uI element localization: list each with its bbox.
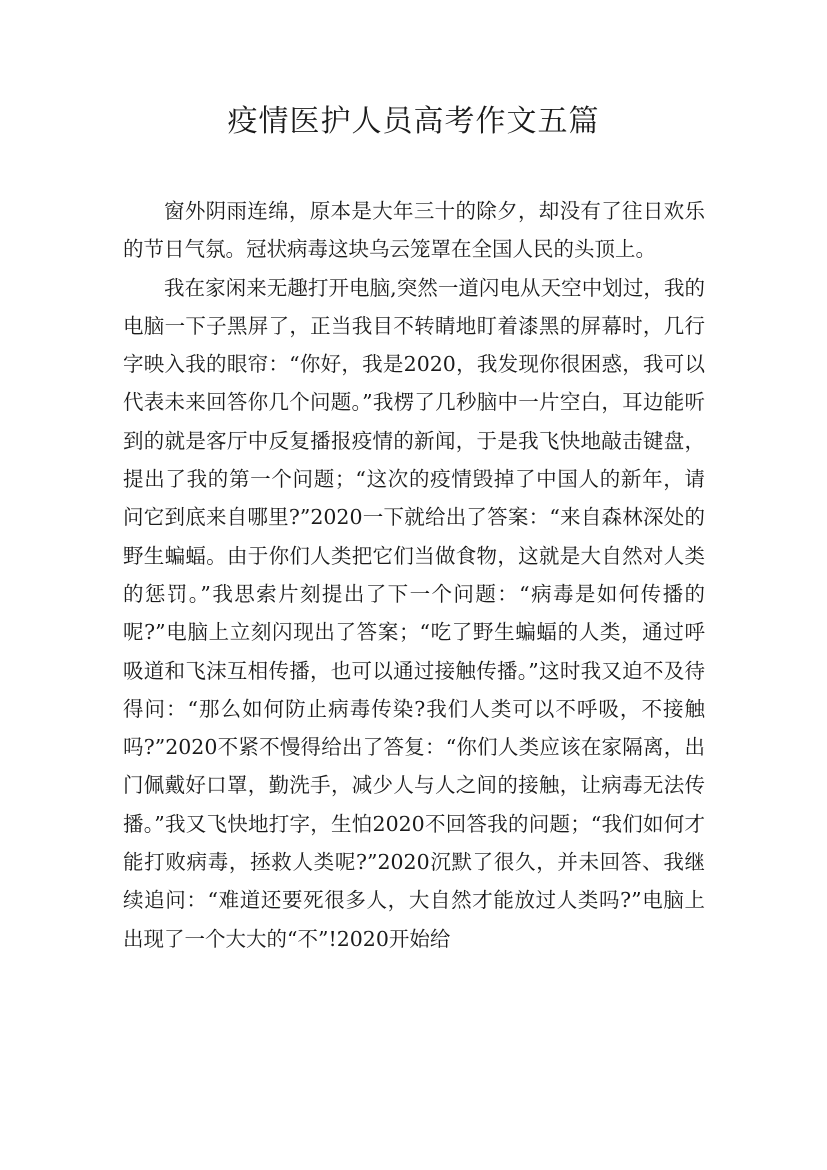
document-title: 疫情医护人员高考作文五篇 (227, 104, 600, 139)
paragraph-1: 窗外阴雨连绵，原本是大年三十的除夕，却没有了往日欢乐的节日气氛。冠状病毒这块乌云笼罩在全国人民的头顶上。 (123, 199, 705, 262)
document-body (123, 192, 705, 958)
paragraph-2: 我在家闲来无趣打开电脑,突然一道闪电从天空中划过，我的电脑一下子黑屏了，正当我目不转睛地盯着漆黑的屏幕时，几行字映入我的眼帘：“你好，我是2020，我发现你很困惑，我可以代表未来回答你几个问题。”我楞了几秒脑中一片空白，耳边能听到的就是客厅中反复播报疫情的新闻，于是我飞快地敲击键盘，提出了我的第一个问题；“这次的疫情毁掉了中国人的新年，请问它到底来自哪里?”2020一下就给出了答案：“来自森林深处的野生蝙蝠。由于你们人类把它们当做食物，这就是大自然对人类的惩罚。”我思索片刻提出了下一个问题：“病毒是如何传播的呢?”电脑上立刻闪现出了答案；“吃了野生蝙蝠的人类，通过呼吸道和飞沫互相传播，也可以通过接触传播。”这时我又迫不及待得问：“那么如何防止病毒传染?我们人类可以不呼吸，不接触吗?”2020不紧不慢得给出了答复：“你们人类应该在家隔离，出门佩戴好口罩，勤洗手，减少人与人之间的接触，让病毒无法传播。”我又飞快地打字，生怕2020不回答我的问题；“我们如何才能打败病毒，拯救人类呢?”2020沉默了很久，并未回答、我继续追问：“难道还要死很多人，大自然才能放过人类吗?”电脑上出现了一个大大的“不”!2020开始给 (123, 275, 705, 951)
